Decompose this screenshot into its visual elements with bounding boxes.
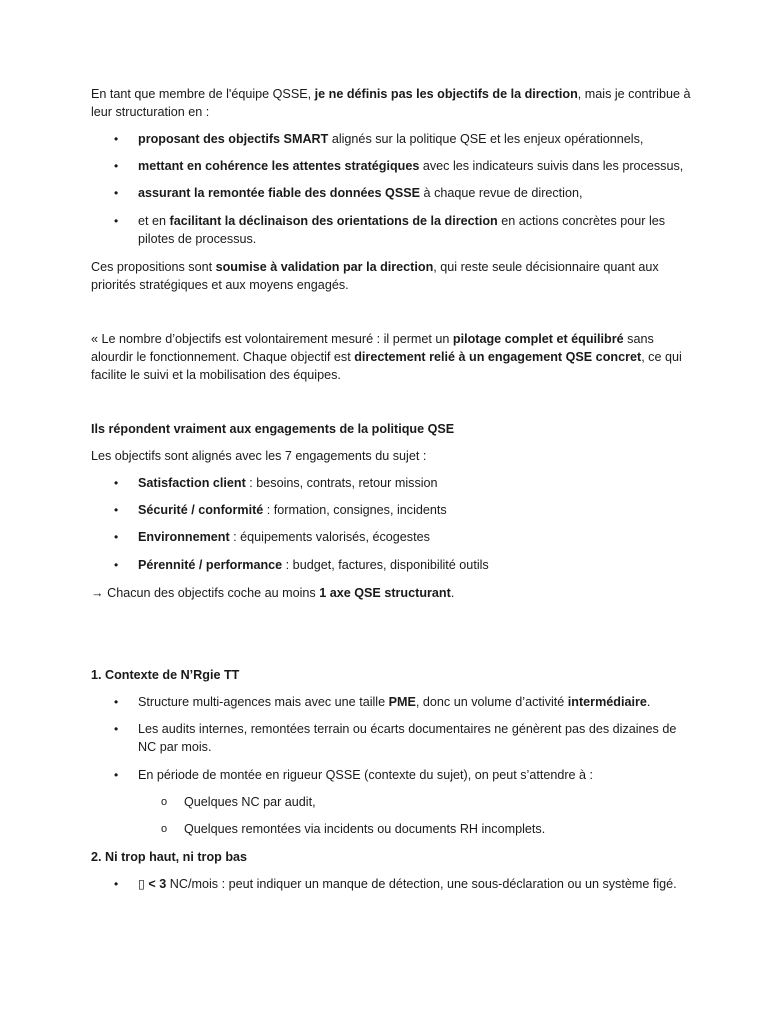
conclusion-text-end: . bbox=[450, 586, 455, 600]
context-text: Structure multi-agences mais avec une taille bbox=[138, 695, 389, 709]
engagements-intro: Les objectifs sont alignés avec les 7 engagements du sujet : bbox=[91, 449, 427, 463]
sub-bullet-icon: o bbox=[161, 823, 168, 835]
context-text: . bbox=[646, 695, 651, 709]
heading-text: 2. Ni trop haut, ni trop bas bbox=[91, 850, 248, 864]
engagement-text: : budget, factures, disponibilité outils bbox=[282, 558, 489, 572]
engagement-item bbox=[138, 501, 698, 519]
contrib-item bbox=[138, 130, 698, 148]
threshold-bold: < 3 bbox=[144, 877, 167, 891]
quote-bold: directement relié à un engagement QSE concret bbox=[354, 350, 642, 364]
quote-paragraph bbox=[91, 330, 691, 384]
contrib-text-start: et en bbox=[138, 214, 170, 228]
contrib-text: à chaque revue de direction, bbox=[420, 186, 583, 200]
bullet-icon: • bbox=[114, 877, 119, 891]
heading-text: 1. Contexte de N’Rgie TT bbox=[91, 668, 240, 682]
context-item bbox=[138, 693, 698, 711]
sub-bullet-icon: o bbox=[161, 796, 168, 808]
bullet-icon: • bbox=[114, 768, 119, 782]
validation-text: Ces propositions sont bbox=[91, 260, 216, 274]
contrib-item bbox=[138, 212, 678, 248]
validation-bold: soumise à validation par la direction bbox=[215, 260, 434, 274]
intro-text: En tant que membre de l'équipe QSSE, bbox=[91, 87, 315, 101]
engagement-item bbox=[138, 528, 698, 546]
context-text: , donc un volume d’activité bbox=[415, 695, 568, 709]
contrib-text: alignés sur la politique QSE et les enjeux opérationnels, bbox=[328, 132, 644, 146]
bullet-icon: • bbox=[114, 503, 119, 517]
engagement-text: : formation, consignes, incidents bbox=[263, 503, 447, 517]
contrib-bold: assurant la remontée fiable des données QSSE bbox=[138, 186, 421, 200]
conclusion-text: → Chacun des objectifs coche au moins bbox=[91, 586, 320, 600]
contrib-bold: facilitant la déclinaison des orientations de la direction bbox=[169, 214, 498, 228]
intro-bold: je ne définis pas les objectifs de la direction bbox=[314, 87, 578, 101]
intro-text-end: , mais je contribue à leur structuration en : bbox=[91, 87, 691, 119]
threshold-text: NC/mois : peut indiquer un manque de détection, une sous-déclaration ou un système figé. bbox=[166, 877, 677, 891]
conclusion-bold: 1 axe QSE structurant bbox=[319, 586, 451, 600]
contrib-bold: mettant en cohérence les attentes stratégiques bbox=[138, 159, 420, 173]
engagement-item bbox=[138, 474, 698, 492]
engagement-bold: Sécurité / conformité bbox=[138, 503, 264, 517]
quote-text-end: , ce qui facilite le suivi et la mobilisation des équipes. bbox=[91, 350, 682, 382]
bullet-icon: • bbox=[114, 476, 119, 490]
context-item: En période de montée en rigueur QSSE (contexte du sujet), on peut s’attendre à : bbox=[138, 768, 594, 782]
section2-heading bbox=[91, 848, 691, 866]
missing-glyph-icon: ▯ bbox=[138, 877, 145, 891]
quote-text: « Le nombre d’objectifs est volontairement mesuré : il permet un bbox=[91, 332, 453, 346]
bullet-icon: • bbox=[114, 132, 119, 146]
bullet-icon: • bbox=[114, 186, 119, 200]
contrib-text: en actions concrètes pour les pilotes de processus. bbox=[138, 214, 666, 246]
engagement-item bbox=[138, 556, 698, 574]
engagement-bold: Satisfaction client bbox=[138, 476, 246, 490]
section1-heading bbox=[91, 666, 691, 684]
bullet-icon: • bbox=[114, 695, 119, 709]
validation-paragraph bbox=[91, 258, 691, 294]
contrib-bold: proposant des objectifs SMART bbox=[138, 132, 329, 146]
bullet-icon: • bbox=[114, 722, 119, 736]
engagement-text: : équipements valorisés, écogestes bbox=[229, 530, 430, 544]
engagement-text: : besoins, contrats, retour mission bbox=[245, 476, 438, 490]
quote-bold: pilotage complet et équilibré bbox=[452, 332, 624, 346]
context-bold: PME bbox=[388, 695, 416, 709]
context-bold: intermédiaire bbox=[567, 695, 647, 709]
engagement-bold: Environnement bbox=[138, 530, 230, 544]
context-sub-item: Quelques remontées via incidents ou documents RH incomplets. bbox=[184, 822, 546, 836]
bullet-icon: • bbox=[114, 159, 119, 173]
context-item: Les audits internes, remontées terrain ou écarts documentaires ne génèrent pas des dizaines de NC par mois. bbox=[138, 722, 677, 754]
contrib-item bbox=[138, 184, 698, 202]
intro-paragraph bbox=[91, 85, 691, 121]
engagements-heading bbox=[91, 420, 691, 438]
contrib-text: avec les indicateurs suivis dans les processus, bbox=[419, 159, 684, 173]
contrib-item bbox=[138, 157, 698, 175]
engagement-bold: Pérennité / performance bbox=[138, 558, 283, 572]
bullet-icon: • bbox=[114, 214, 119, 228]
heading-text: Ils répondent vraiment aux engagements de la politique QSE bbox=[91, 422, 455, 436]
threshold-item bbox=[138, 875, 678, 893]
bullet-icon: • bbox=[114, 530, 119, 544]
bullet-icon: • bbox=[114, 558, 119, 572]
engagements-conclusion bbox=[91, 584, 691, 602]
quote-text: sans alourdir le fonctionnement. Chaque objectif est bbox=[91, 332, 654, 364]
validation-text-end: , qui reste seule décisionnaire quant aux priorités stratégiques et aux moyens engagés. bbox=[91, 260, 659, 292]
context-sub-item: Quelques NC par audit, bbox=[184, 795, 316, 809]
